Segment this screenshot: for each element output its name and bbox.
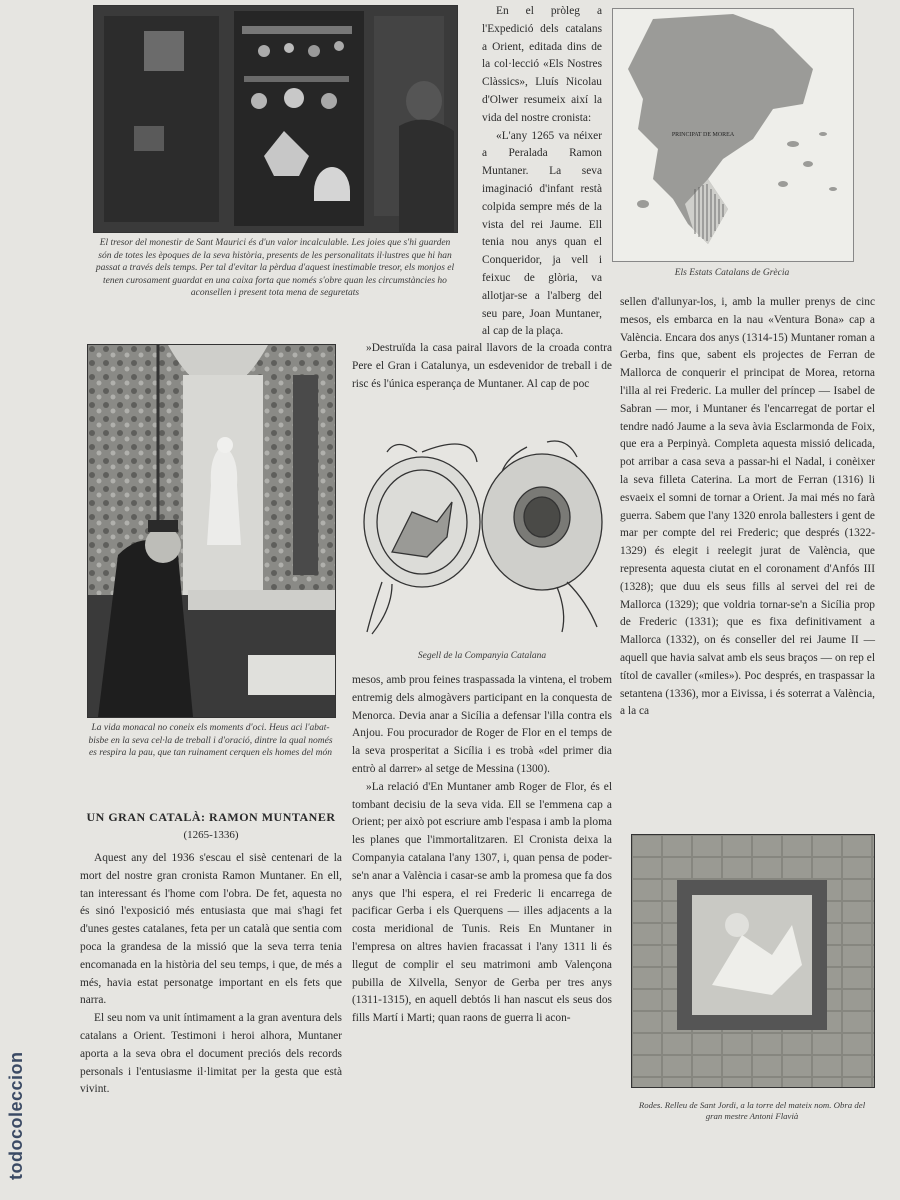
left-column <box>80 850 342 1099</box>
mid-paragraph-3: »Destruïda la casa pairal llavors de la croada contra Pere el Gran i Catalunya, un esdevenidor de treball i de risc és l'única esperança de Muntaner. Al cap de poc <box>352 342 612 390</box>
mid-bottom-paragraph-1: mesos, amb prou feines traspassada la vintena, el trobem entremig dels almogàvers participant en la conquesta de Menorca. Devia anar a Sicília a defensar l'illa contra els Anjou. Fou procurador de Roger de Flor en el temps de la seva prosperitat a Sicília i es trobà «del primer dia entrò al darrer» al setge de Messina (1300). <box>352 674 612 775</box>
monk-photo <box>87 344 336 718</box>
relief-photo-illustration <box>632 835 874 1087</box>
right-column <box>620 294 875 721</box>
article-title: UN GRAN CATALÀ: RAMON MUNTANER <box>86 810 336 824</box>
middle-top-column <box>482 3 602 341</box>
mid-bottom-paragraph-2: »La relació d'En Muntaner amb Roger de Flor, és el tombant decisiu de la seva vida. Ell se l'emmena cap a Orient; per això pot escriure amb l'espasa i amb la ploma les planes que l'immortalitzaren. El Cronista deixa la Companyia catalana l'any 1307, i, quan pensa de poder-se'n anar a València i casar-se amb la promesa que fa dos anys que l'hi espera, el rei Frederic li encarrega de pacificar Gerba i els Querquens — illes adjacents a la costa meridional de Tunis. Reis En Muntaner in l'empresa on altres havien fracassat i l'any 1311 li és llegut de complir el seu matrimoni amb Valençona pubilla de Xilvella, Senyor de Gerba per tres anys (1311-1315), en aquell debtós li han nascut els seus dos fills Martí i Marti; quan raons de guerra li acon- <box>352 780 612 1025</box>
treasure-photo <box>93 5 458 233</box>
mid-paragraph-1: En el pròleg a l'Expedició dels catalans a Orient, editada dins de la col·lecció «Els Nostres Clàssics», Lluís Nicolau d'Olwer resumeix així la vida del nostre cronista: <box>482 5 602 124</box>
right-paragraph-1: sellen d'allunyar-los, i, amb la muller prenys de cinc mesos, els embarca en la nau «Ventura Bona» cap a València. Encara dos anys (1314-15) Muntaner roman a Gerba, fins que, sabent els projectes de Ferran de Mallorca de conquerir el principat de Morea, retorna l'illa al rei Frederic. La muller del príncep — Isabel de Sabran — mor, i Muntaner és l'encarregat de portar el tendre nadó Jaume a la seva àvia Esclarmonda de Foix, que era a Perpinyà. Completa aquesta missió delicada, pot arribar a casa seva a passar-hi el Nadal, i conèixer la seva filleta Caterina. La mort de Ferran (1316) li esvaeix el somni de tornar a Orient. Ja mai més no farà guerra. Sabem que l'any 1320 enrola ballesters i gent de mar per compte del rei Frederic; que després (1322-1329) és elegit i reelegit jurat de València, que representa aquesta ciutat en el coronament d'Anfós III (1328); que duu els seus fills al servei del rei de Mallorca (1329); que voldria tornar-se'n a Sicília prop de Frederic (1331); que es fixa definitivament a Mallorca (1332), on és conseller del rei Jaume II — aquell que havia salvat amb els seus braços — on rep el títol de cavaller («miles»). Poc després, en traspassar la setantena (1336), mor a Eivissa, i és soterrat a València, a la ca <box>620 296 875 718</box>
watermark-text: todocoleccion <box>6 1051 26 1180</box>
article-dates: (1265-1336) <box>183 829 239 841</box>
map-caption: Els Estats Catalans de Grècia <box>674 268 790 278</box>
seal-caption: Segell de la Companyia Catalana <box>417 651 547 661</box>
treasure-caption: El tresor del monestir de Sant Maurici és d'un valor incalculable. Les joies que s'hi guarden són de totes les èpoques de la seva història, presents de les personalitats il·lustres que hi han passat a través dels temps. Per tal d'evitar la pèrdua d'aquest inestimable tresor, els monjos el tenen curosament guardat en una caixa forta que només s'obre quan les circumstàncies ho aconsellen i present tota mena de seguretats <box>95 238 455 298</box>
treasure-photo-illustration <box>94 6 457 232</box>
relief-photo <box>631 834 875 1088</box>
seal-figure <box>352 432 612 642</box>
mid-paragraph-2 <box>482 128 602 342</box>
mid-paragraph-2-text: «L'any 1265 va néixer a Peralada Ramon Muntaner. La seva imaginació d'infant restà colpida sempre més de la vista del rei Jaume. Ell tenia nou anys quan el Conqueridor, ja vell i feixuc de glòria, va allotjar-se a l'alberg del seu pare, Joan Muntaner, al cap de la plaça. <box>482 129 602 338</box>
seal-drawing <box>352 432 612 642</box>
map-label-principat: PRINCIPAT DE MOREA <box>671 132 735 138</box>
monk-caption: La vida monacal no coneix els moments d'oci. Heus aci l'abat-bisbe en la seva cel·la de treball i d'oració, dintre la qual només es respira la pau, que tan ruinament cerquen els homes del món <box>88 723 333 758</box>
watermark <box>2 1020 30 1180</box>
relief-caption: Rodes. Relleu de Sant Jordi, a la torre del mateix nom. Obra del gran mestre Antoni Flavià <box>638 1100 866 1121</box>
monk-photo-illustration <box>88 345 335 717</box>
middle-top-continuation <box>352 340 612 393</box>
left-paragraph-2: El seu nom va unit íntimament a la gran aventura dels catalans a Orient. Testimoni i heroi alhora, Muntaner aporta a la seva obra el document preciós dels records personals i l'entusiasme il·limitat per la gesta que està vivint. <box>80 1012 342 1096</box>
left-paragraph-1: Aquest any del 1936 s'escau el sisè centenari de la mort del nostre gran cronista Ramon Muntaner. En ell, tan interessant és l'home com l'obra. De fet, aquesta no és sinó l'exposició més entusiasta que mai s'hagi fet d'unes gestes catalanes, feta per un català que sentia com poca la grandesa de la missió que la seva terra tenia encomanada en la història del seu temps, i que, de més a més, havia estat personatge important en els fets que narra. <box>80 852 342 1007</box>
map-figure <box>612 8 854 262</box>
middle-bottom-column <box>352 672 612 1028</box>
